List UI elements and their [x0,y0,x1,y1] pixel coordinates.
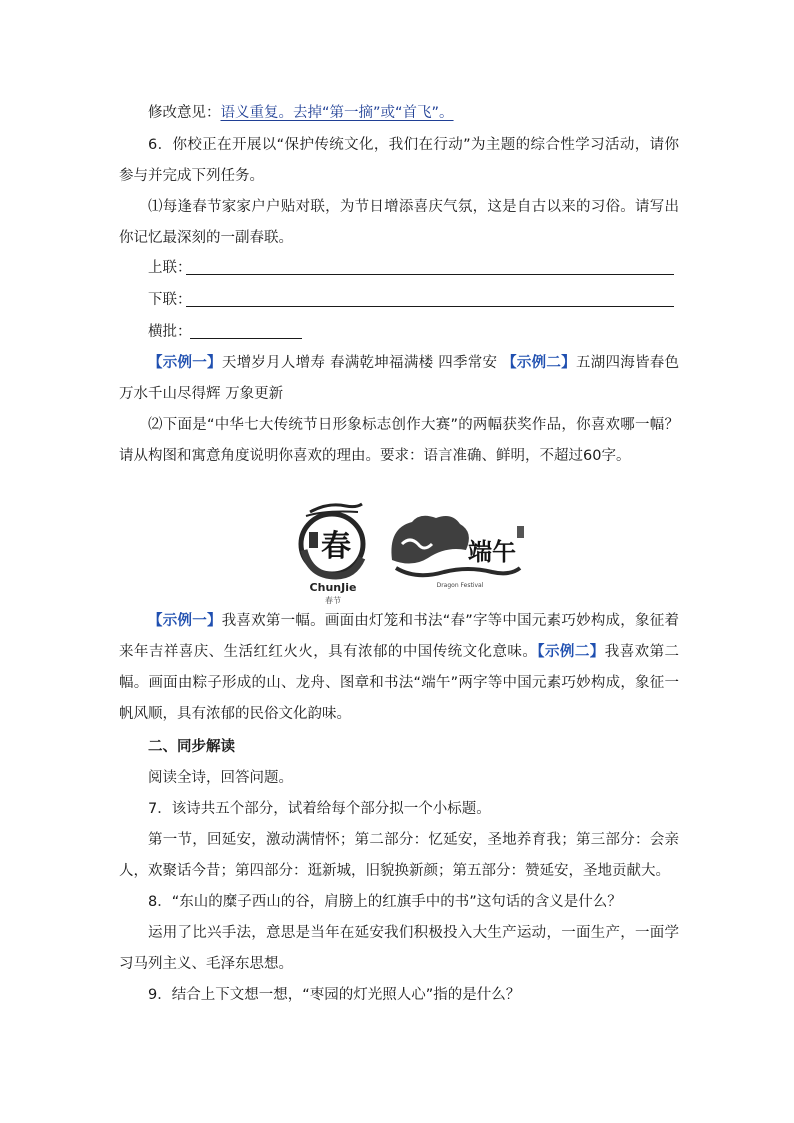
spring-logo-char: 春 [321,529,351,564]
horizontal-scroll-blank [190,338,302,339]
question-9: 9．结合上下文想一想，“枣园的灯光照人心”指的是什么？ [148,987,521,1003]
section-2-intro: 阅读全诗，回答问题。 [148,770,293,786]
revision-text: 语义重复。去掉“第一摘”或“首飞”。 [220,105,454,121]
dragon-logo-latin: Dragon Festival [436,582,484,589]
spring-logo-sub: 春节 [325,596,341,605]
answer-logo-examples [119,606,679,730]
upper-couplet-blank [186,274,674,275]
spring-logo-latin: ChunJie [309,581,357,594]
example-tag: 【示例一】 [148,355,222,371]
question-6-stem: 6．你校正在开展以“保护传统文化，我们在行动”为主题的综合性学习活动，请你参与并完成下列任务。 [119,137,679,184]
horizontal-scroll-label: 横批： [148,324,192,340]
revision-label: 修改意见： [148,105,221,121]
answer-8: 运用了比兴手法，意思是当年在延安我们积极投入大生产运动，一面生产，一面学习马列主义、毛泽东思想。 [119,925,679,972]
example-tag: 【示例二】 [502,355,576,371]
festival-logos-graphic [296,498,536,606]
example-text: 我喜欢第二幅。画面由粽子形成的山、龙舟、图章和书法“端午”两字等中国元素巧妙构成，象征一帆风顺，具有浓郁的民俗文化韵味。 [119,644,680,722]
answer-couplet-examples [119,348,679,410]
example-text: 我喜欢第一幅。画面由灯笼和书法“春”字等中国元素巧妙构成，象征着来年吉祥喜庆、生活红红火火，具有浓郁的中国传统文化意味。 [119,613,680,660]
question-6-sub2: ⑵下面是“中华七大传统节日形象标志创作大赛”的两幅获奖作品，你喜欢哪一幅？请从构图和寓意角度说明你喜欢的理由。要求：语言准确、鲜明，不超过60字。 [119,417,679,464]
example-text: 天增岁月人增寿 春满乾坤福满楼 四季常安 [221,355,503,371]
question-6-sub1: ⑴每逢春节家家户户贴对联，为节日增添喜庆气氛，这是自古以来的习俗。请写出你记忆最深刻的一副春联。 [119,199,679,246]
dragon-logo-chars: 端午 [468,537,516,566]
festival-logos [296,498,536,606]
example-tag: 【示例二】 [537,644,605,660]
revision-line [119,98,679,129]
lower-couplet-blank [186,306,674,307]
dragon-boat-festival-logo [391,516,524,589]
example-text: 五湖四海皆春色 万水千山尽得辉 万象更新 [119,355,680,402]
lower-couplet-label: 下联： [148,292,192,308]
question-8: 8．“东山的糜子西山的谷，肩膀上的红旗手中的书”这句话的含义是什么？ [148,894,622,910]
spring-festival-logo [301,504,363,605]
example-tag: 【示例一】 [148,613,222,629]
answer-7: 第一节，回延安，激动满情怀；第二部分：忆延安，圣地养育我；第三部分：会亲人，欢聚话今昔；第四部分：逛新城，旧貌换新颜；第五部分：赞延安，圣地贡献大。 [119,832,679,879]
upper-couplet-label: 上联： [148,260,192,276]
question-7: 7．该诗共五个部分，试着给每个部分拟一个小标题。 [148,801,491,817]
section-2-heading: 二、同步解读 [148,739,235,755]
